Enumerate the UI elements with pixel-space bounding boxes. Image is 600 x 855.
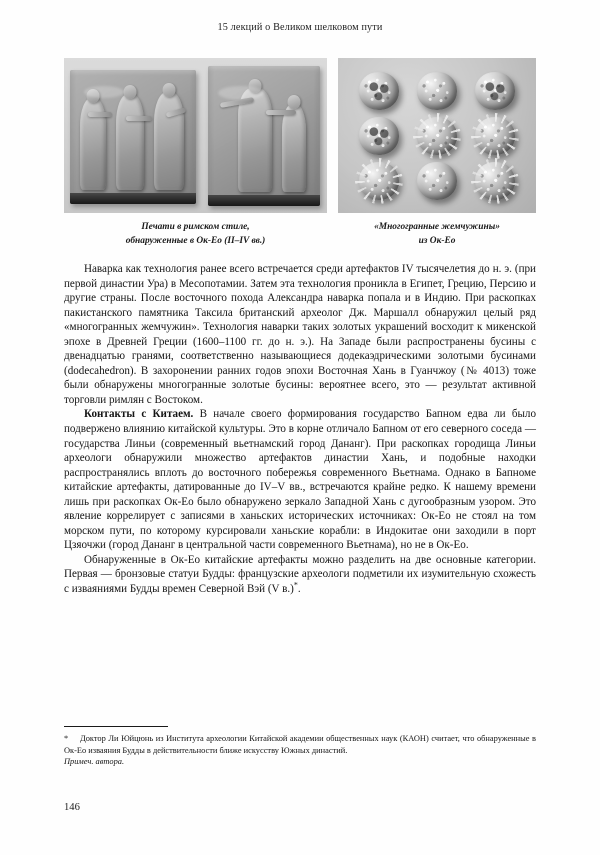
plaque-base: [70, 193, 196, 204]
gold-bead: [359, 162, 399, 200]
paragraph-contacts-china: [64, 407, 536, 552]
plaque-base: [208, 195, 320, 206]
footnote-source: Примеч. автора.: [64, 757, 125, 767]
surface-highlight: [84, 86, 124, 98]
footnote-text: Доктор Ли Юйцюнь из Института археологии Китайской академии общественных наук (КАОН) считает, что обнаруженные в Ок-Ео изваяния Будды в действительности ближе искусству Южных династий.: [64, 734, 536, 755]
paragraph-navarka: [64, 262, 536, 407]
bead-grid: [338, 58, 536, 213]
caption-line: «Многогранные жемчужины»: [374, 222, 500, 232]
polyhedral-gold-beads-photo: [338, 58, 536, 213]
caption-line: Печати в римском стиле,: [141, 222, 250, 232]
footnote: [64, 733, 536, 768]
gold-bead: [417, 162, 457, 200]
footnote-marker: *: [64, 734, 69, 743]
figure-seals: [64, 58, 327, 213]
footnote-separator-rule: [64, 726, 168, 727]
gold-bead: [359, 117, 399, 155]
paragraph-text: Наварка как технология ранее всего встречается среди артефактов IV тысячелетия до н. э. (при первой династии Ура) в Месопотамии. Затем эта технология проникла в Египет, Грецию, Персию и другие страны. После восточного похода Александра наварка попала и в Индию. При раскопках пакистанского памятника Таксила британский археолог Дж. Маршалл обнаружил целый ряд «многогранных жемчужин». Технология наварки таких золотых украшений восходит к микенской эпохе в Древней Греции (1600–1100 гг. до н. э.). На Западе были распространены бусины с двенадцатью гранями, соответственно называющиеся додекаэдрическими золотыми бусинами (dodecahedron). В захоронении ранних годов эпохи Восточная Хань в Гуанчжоу (№ 4013) тоже были обнаружены многогранные золотые бусины: вероятнее всего, это — результат активной торговли римлян с Востоком.: [64, 263, 536, 406]
gold-bead: [417, 117, 457, 155]
page-number: 146: [64, 802, 80, 813]
figure-block: [64, 58, 536, 248]
footnote-reference[interactable]: *: [293, 580, 298, 590]
paragraph-text: В начале своего формирования государство Бапном едва ли было подвержено влиянию китайской культуры. Это в корне отличало Бапном от его северного соседа — государства Линьи (современный вьетнамский город Дананг). При раскопках городища Линьи археологи обнаружили множество артефактов династии Хань, и подобные находки распространялись вплоть до восточного побережья современного Вьетнама. Однако в Бапноме китайские артефакты, датированные до IV–V вв., встречаются крайне редко. К нашему времени лишь при раскопках Ок-Ео было обнаружено зеркало Западной Хань с дугообразным узором. Это явление коррелирует с записями в ханьских исторических источниках: Ок-Ео не стоял на том морском пути, по которому курсировали ханьские корабли: в Индокитае они заходили в порт Цзяочжи (город Дананг в центральной части современного Вьетнама), но не в Ок-Ео.: [64, 408, 537, 552]
relief-figure-arm: [88, 112, 112, 117]
caption-line: из Ок-Ео: [418, 235, 456, 246]
relief-figure: [282, 104, 306, 192]
gold-bead: [475, 72, 515, 110]
roman-style-seals-photo: [64, 58, 327, 213]
body-text: [64, 262, 536, 597]
paragraph-text: Обнаруженные в Ок-Ео китайские артефакты можно разделить на две основные категории. Первая — бронзовые статуи Будды: французские археологи подметили их изумительную схожесть с изваяниями Будды времен Северной Вэй (V в.): [64, 553, 536, 596]
caption-line: обнаруженные в Ок-Ео (II–IV вв.): [125, 235, 266, 246]
gold-bead: [359, 72, 399, 110]
relief-figure: [116, 94, 144, 190]
footnote-area: [64, 726, 536, 768]
figure-pearls: [338, 58, 536, 213]
figure-row: [64, 58, 536, 213]
gold-bead: [475, 162, 515, 200]
running-head: 15 лекций о Великом шелковом пути: [217, 22, 383, 33]
relief-plaque-right: [208, 66, 320, 206]
paragraph-lead-in: Контакты с Китаем.: [84, 408, 194, 421]
figure-seals-caption: [64, 221, 327, 248]
paragraph-artifact-categories: Обнаруженные в Ок-Ео китайские артефакты можно разделить на две основные категории. Первая — бронзовые статуи Будды: французские археологи подметили их изумительную схожесть с изваяниями Будды времен Северной Вэй (V в.)*.: [64, 553, 536, 596]
surface-highlight: [218, 86, 264, 100]
gold-bead: [475, 117, 515, 155]
relief-figure: [154, 92, 184, 190]
gold-bead: [417, 72, 457, 110]
relief-figure-arm: [266, 110, 296, 115]
caption-row: [64, 221, 536, 248]
figure-pearls-caption: [338, 221, 536, 248]
relief-plaque-left: [70, 70, 196, 204]
relief-figure-arm: [126, 116, 152, 121]
